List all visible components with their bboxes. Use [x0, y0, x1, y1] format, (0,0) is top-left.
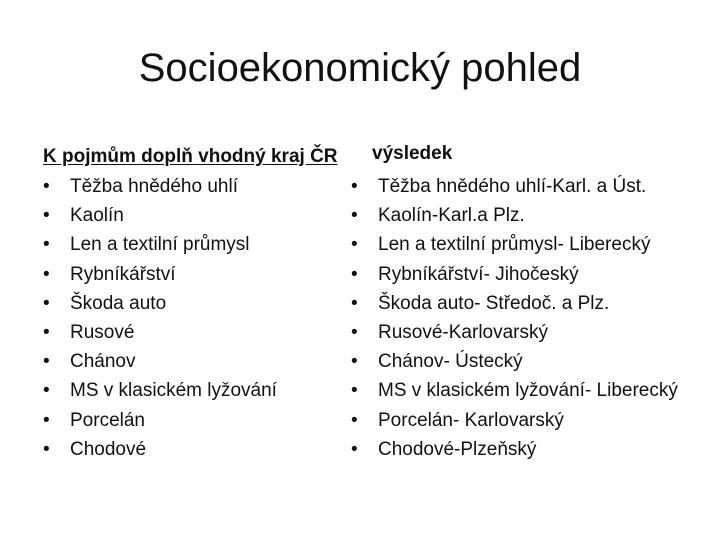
list-item-text: Len a textilní průmysl- Liberecký	[378, 234, 651, 256]
bullet-icon: •	[43, 351, 50, 373]
slide-title: Socioekonomický pohled	[138, 46, 582, 90]
bullet-icon: •	[351, 438, 358, 460]
list-item	[351, 201, 711, 230]
list-item-text: Chánov- Ústecký	[378, 351, 523, 373]
result-list	[351, 172, 711, 464]
list-item-text: Rybníkářství	[70, 263, 176, 285]
concept-list	[43, 172, 343, 464]
bullet-icon: •	[351, 234, 358, 256]
list-item-text: MS v klasickém lyžování- Liberecký	[378, 380, 678, 402]
list-item	[43, 347, 343, 376]
bullet-icon: •	[351, 263, 358, 285]
list-item	[351, 230, 711, 259]
bullet-icon: •	[351, 380, 358, 402]
list-item-text: Porcelán	[70, 409, 145, 431]
bullet-icon: •	[351, 205, 358, 227]
list-item	[43, 406, 343, 435]
list-item-text: Chodové	[70, 438, 147, 460]
list-item	[351, 376, 711, 405]
list-item-text: Len a textilní průmysl	[70, 234, 250, 256]
list-item	[351, 260, 711, 289]
list-item	[43, 435, 343, 464]
list-item-text: Chodové-Plzeňský	[378, 438, 537, 460]
list-item	[43, 260, 343, 289]
list-item-text: Rusové-Karlovarský	[378, 322, 548, 344]
bullet-icon: •	[351, 322, 358, 344]
list-item-text: Škoda auto	[70, 292, 167, 314]
list-item-text: Kaolín-Karl.a Plz.	[378, 205, 525, 227]
list-item-text: MS v klasickém lyžování	[70, 380, 277, 402]
list-item-text: Škoda auto- Středoč. a Plz.	[378, 292, 610, 314]
list-item	[43, 376, 343, 405]
bullet-icon: •	[43, 292, 50, 314]
bullet-icon: •	[43, 176, 50, 197]
bullet-icon: •	[43, 234, 50, 256]
bullet-icon: •	[351, 292, 358, 314]
list-item	[43, 172, 343, 201]
list-item-text: Rusové	[70, 322, 135, 344]
list-item	[351, 318, 711, 347]
list-item	[351, 289, 711, 318]
list-item-text: Chánov	[70, 351, 136, 373]
bullet-icon: •	[351, 409, 358, 431]
bullet-icon: •	[43, 380, 50, 402]
bullet-icon: •	[43, 409, 50, 431]
right-column-heading: výsledek	[372, 143, 453, 164]
list-item-text: Rybníkářství- Jihočeský	[378, 263, 579, 285]
bullet-icon: •	[351, 176, 358, 197]
bullet-icon: •	[43, 438, 50, 460]
bullet-icon: •	[351, 351, 358, 373]
list-item-text: Porcelán- Karlovarský	[378, 409, 564, 431]
list-item	[351, 172, 711, 201]
list-item-text: Kaolín	[70, 205, 124, 227]
list-item	[43, 289, 343, 318]
list-item	[351, 406, 711, 435]
list-item	[43, 201, 343, 230]
bullet-icon: •	[43, 205, 50, 227]
left-column-heading: K pojmům doplň vhodný kraj ČR	[43, 146, 338, 167]
list-item	[351, 435, 711, 464]
list-item	[43, 318, 343, 347]
bullet-icon: •	[43, 263, 50, 285]
list-item-text: Těžba hnědého uhlí-Karl. a Úst.	[378, 176, 647, 197]
list-item-text: Těžba hnědého uhlí	[70, 176, 238, 197]
list-item	[43, 230, 343, 259]
bullet-icon: •	[43, 322, 50, 344]
list-item	[351, 347, 711, 376]
